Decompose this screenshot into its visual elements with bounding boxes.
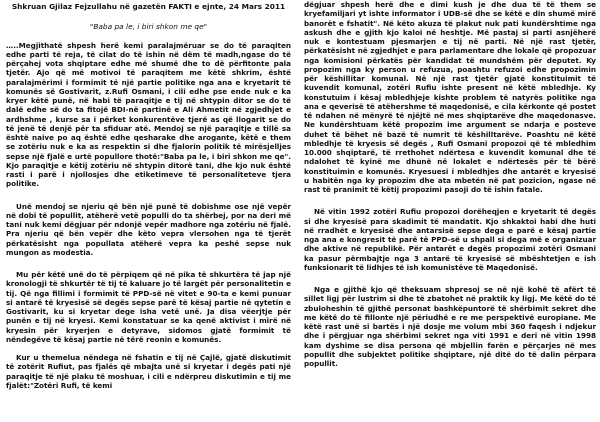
article-header bbox=[6, 2, 291, 11]
paragraph: Unë mendoj se njeriu që bën një punë të dobishme ose një vepër në dobi të popullit, atëherë vetë populli do ta shërbej, por na deri më tani nuk kemi dëgjuar për ndonjë vepër madhore nga zotëriu në fjalë. Pra njeriu që bën vepër dhe këto vepra vlersohen nga të tjerët përkatësisht nga popullata atëherë vepra ka peshë sepse nuk mungon as modestia. bbox=[6, 201, 291, 257]
left-column bbox=[6, 0, 291, 422]
paragraph: Nga e gjithë kjo që theksuam shpresoj se në një kohë të afërt të sillet ligj për lustrim si dhe të zbatohet në praktik ky ligj. Me këtë do të zbuloheshin të gjithë personat bashkëpuntorë të shërbimit sekret dhe me këtë do të fillonte një përiudhë e re me perspektivë europiane. Me këtë rast unë si bartës i një dosje me volum mbi 360 faqesh i ndjekur dhe i përgjuar nga shërbimi sekret nga viti 1991 e deri në vitin 1998 kam dyshime se disa persona që mbjellin farën e përçarjes në mes popullit dhe subjektet politike shqiptare, një ditë do të dalin përpara popullit. bbox=[304, 285, 596, 368]
paragraph: Mu për këtë unë do të përpiqem që në pika të shkurtëra të jap një kronologji të shkurtër të tij të kaluare jo të largët për personalitetin e tij. Që nga fillimi i formimit të PPD-së në vitet e 90-ta e kemi punuar si antarë të kryesisë së degës sepse parë të kësaj partie në qytetin e Gostivarit, ku si kryetar dege isha vetë unë. Ja disa vëerjtje për punën e tij në kryesi. Kemi konstatuar se ka qenë aktivist i mirë në kryesin për kryerjen e detyrave, sidomos gjatë formimit të nëndegëve të kësaj partie në tërë reonin e komunës. bbox=[6, 270, 291, 344]
paragraph: Kur u themelua nëndega në fshatin e tij në Çajlë, gjatë diskutimit të zotërit Rufiut, pas fjalës që mbajta unë si kryetar i degës pati një paraqitje të një plaku të moshuar, i cili e ndërpreu diskutimin e tij me fjalët:"Zotëri Rufi, të kemi bbox=[6, 353, 291, 390]
paragraph: dëgjuar shpesh herë dhe e dimi kush je dhe dua të të them se kryefamiljari yt ishte informator i UDB-së dhe se këtë e din shumë mirë banorët e fshatit". Në këto akuza të plakut nuk pati kundërshtime nga askush dhe e gjith kjo kaloi në heshtje. Më pastaj si parti asnjëherë nuk e kontestuam pjesmarjen e tij në parti. Në një rast tjetër, përkatësisht në zgjedhjet e para parlamentare dhe lokale që propozuar nga komisioni përkatës për kandidat të mundshëm për deputet. Ky propozim nga ky person u refuzua, poashtu refuzoi edhe propozimin për këshillitar komunal. Në një rast tjetër gjatë konstituimit të kuvendit komunal, zotëri Rufiu ishte present në këtë mbledhje. Ky konstutuim i kësaj mbledhjeje kishte problem të natyrës politike nga ana e qeverisë të atëhershme të maqedonisë, e cila kërkonte që postet të ndahen në mënyrë të njëjtë në mes shqiptarëve dhe maqedonasve. Ne kundërshtuam këtë propozim ime argument se ndarja e posteve duhet të bëhet në bazë të numrit të këshilltarëve. Poashtu në këtë mbledhje të kryesis së degës , Rufi Osmani propozoi që të mbledhim 10.000 shqiptarë, të rrethohet ndërtesa e kuvendit komunal dhe të ndalohet të kyinë me dhunë në lokalet e ndërtesës për të bërë konstituimin e komunës. Kryesuesi i mbledhjes dhe antarët e kryesisë u habitën nga ky propozim dhe ata mbetën në pat pozicion, ngase në rast të pranimit të këtij propozimi pasoji do të ishin fatale. bbox=[304, 0, 596, 194]
paragraph: …..Megjithatë shpesh herë kemi paralajmëruar se do të paraqiten edhe parti të reja, të cilat do të ishin në dëm të madh,ngase do të përçahej vota shqiptare edhe më shumë dhe to dë përfitonte pala tjetër. Ajo që më motivoi të paraqitem me këtë shkrim, është paralajmërimi i formimit të një partie politike nga ana e kryetarit të komunës së Gostivarit, z.Rufi Osmani, i cili edhe pse ende nuk e ka kryer këtë punë, në habi të paraqitje e tij në shtypin ditor se do të dalë edhe së do ta fitojë BDI-në partinë e Ali Ahmetit në zgjedhjet e ardhshme , kurse sa i përket konkurentëve tjerë as që llogarit se do të jenë të denjë për ta sfiduar atë. Mendoj se një paraqitje e tillë sa është naive po aq është edhe qesharake dhe arogante, këtë e them se zotëriu nuk e ka as respektin si dhe fjalorin politik të mirësjelljes sepse një fjalë e urtë popullore thotë:"Baba pa le, i biri shkon me qe". Kjo paraqitje e këtij zotëriu në shtypin ditorë tani, dhe kjo nuk është rasti i parë i njollosjes dhe etiketimeve të personaliteteve tjera politike. bbox=[6, 40, 291, 189]
article-quote: "Baba pa le, i biri shkon me qe" bbox=[89, 22, 208, 32]
right-column bbox=[304, 0, 596, 422]
paragraph: Në vitin 1992 zotëri Rufiu propozoi dorëheqjen e kryetarit të degës si dhe kryesisë para skadimit të mandatit. Kjo shkaktoi habi dhe huti në rradhët e kryesisë dhe antarsisë sepse dega e parë e kësaj partie nga ana e kongresit të parë të PPD-së u shpall si dega më e organizuar dhe aktive në republikë. Për antarët e degës propozimi zotëri Osmani ka pasur përmbajtje nga 3 antarë të kryesisë së mbështetjen e ish funksionarit të lidhjes të ish komunistëve të Maqedonisë. bbox=[304, 207, 596, 272]
article-header-text: Shkruan Gjilaz Fejzullahu në gazetën FAKTI e ejnte, 24 Mars 2011 bbox=[11, 2, 286, 11]
